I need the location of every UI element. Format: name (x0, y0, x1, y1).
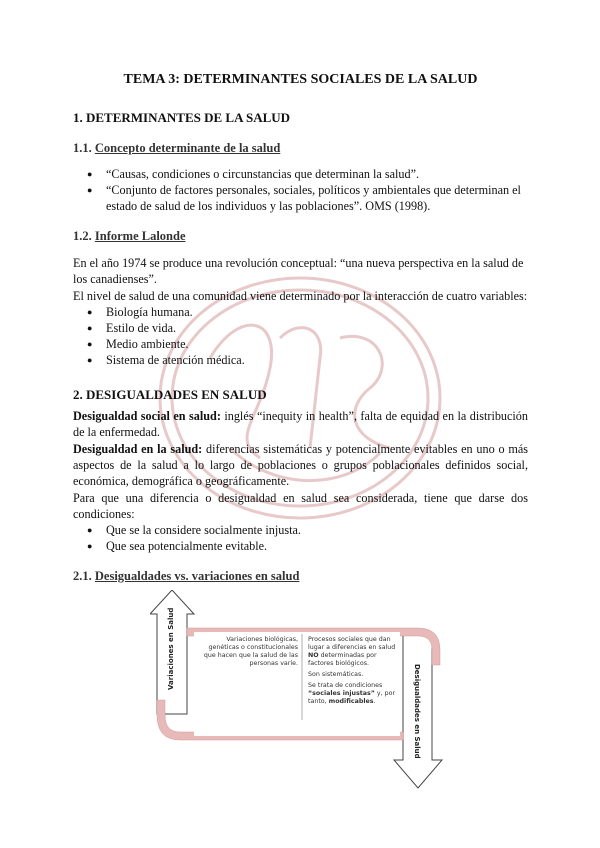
list-item: ● Que sea potencialmente evitable. (73, 538, 528, 554)
desigualdades-description (308, 636, 396, 706)
list-item: ● Medio ambiente. (73, 336, 528, 352)
section-2-1-title: Desigualdades vs. variaciones en salud (94, 569, 300, 583)
lalonde-paragraph-1: En el año 1974 se produce una revolución conceptual: “una nueva perspectiva en la salud de los canadienses”. (73, 256, 524, 286)
list-item: ● Biología humana. (73, 304, 528, 320)
section-1-1-heading (73, 140, 280, 156)
list-item: ● Sistema de atención médica. (73, 352, 528, 368)
desigualdades-p1-end: determinadas por factores biológicos. (308, 652, 377, 667)
lalonde-paragraph-2: El nivel de salud de una comunidad viene determinado por la interacción de cuatro variables: (73, 289, 528, 303)
desigualdades-p3-text: Se trata de condiciones (308, 682, 383, 689)
conditions-list (73, 522, 528, 554)
definition-1-text: inglés “inequity in health”, falta de equidad en la distribución de la enfermedad. (73, 409, 528, 439)
definition-2 (73, 441, 528, 489)
desigualdades-p1-text: Procesos sociales que dan lugar a diferencias en salud (308, 636, 396, 651)
definition-1-term: Desigualdad social en salud: (73, 409, 221, 423)
section-1-2-number: 1.2. (73, 229, 92, 243)
section-2-1-number: 2.1. (73, 569, 92, 583)
section-1-1-list (73, 166, 528, 214)
section-2-heading: 2. DESIGUALDADES EN SALUD (73, 387, 267, 402)
desigualdades-p1-no: NO (308, 652, 319, 659)
desigualdades-p3-modificables: modificables (328, 698, 374, 705)
definition-2-text: diferencias sistemáticas y potencialmente evitables en uno o más aspectos de la salud a lo largo de poblaciones o grupos poblacionales definidos social, económica, demográfica o geográficamente. (73, 442, 528, 488)
desigualdades-p3 (308, 682, 396, 706)
list-item: ● “Conjunto de factores personales, sociales, políticos y ambientales que determinan el estado de salud de los individuos y las poblaciones”. OMS (1998). (73, 182, 528, 214)
desigualdades-p3-end: . (373, 698, 376, 705)
list-item: ● Estilo de vida. (73, 320, 528, 336)
definition-2-term: Desigualdad en la salud: (73, 442, 203, 456)
diagram-arrows (150, 590, 446, 790)
list-item: ● “Causas, condiciones o circunstancias que determinan la salud”. (73, 166, 528, 182)
desigualdades-p3-bold: “sociales injustas” (308, 690, 375, 697)
variations-vs-inequalities-diagram (150, 590, 446, 790)
section-1-heading: 1. DETERMINANTES DE LA SALUD (73, 110, 291, 125)
variaciones-label: Variaciones en Salud (167, 607, 175, 690)
variaciones-description: Variaciones biológicas, genéticas o constitucionales que hacen que la salud de las personas varíe. (203, 636, 298, 667)
page-title: TEMA 3: DETERMINANTES SOCIALES DE LA SALUD (123, 72, 478, 87)
section-1-1-number: 1.1. (73, 141, 92, 155)
section-2-1-heading (73, 568, 299, 584)
conditions-paragraph: Para que una diferencia o desigualdad en salud sea considerada, tiene que darse dos condiciones: (73, 491, 528, 521)
desigualdades-p1 (308, 636, 396, 668)
section-1-2-title: Informe Lalonde (94, 229, 186, 243)
desigualdades-p3-mid: y, por tanto, (308, 690, 396, 705)
lalonde-variables-list (73, 304, 528, 368)
section-1-1-title: Concepto determinante de la salud (94, 141, 281, 155)
desigualdades-p2: Son sistemáticas. (308, 671, 364, 678)
desigualdades-label: Desigualdades en Salud (413, 664, 421, 759)
section-1-2-heading (73, 228, 186, 244)
list-item: ● Que se la considere socialmente injusta. (73, 522, 528, 538)
definition-1 (73, 408, 528, 440)
